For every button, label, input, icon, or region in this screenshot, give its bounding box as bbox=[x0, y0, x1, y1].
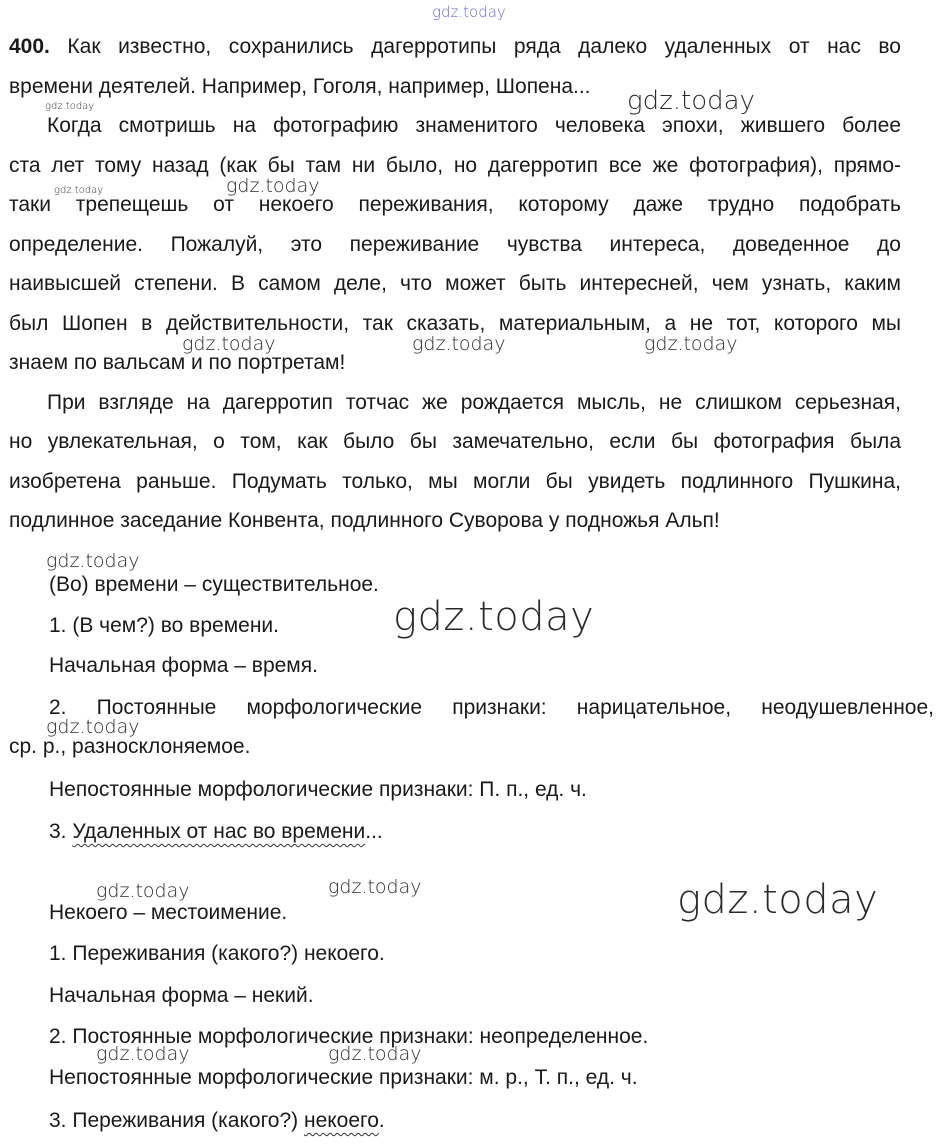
watermark: gdz.today bbox=[46, 716, 140, 738]
exercise-line: но увлекательная, о том, как было бы замечательно, если бы фотография была bbox=[9, 430, 901, 453]
exercise-line: изобретена раньше. Подумать только, мы могли бы увидеть подлинного Пушкина, bbox=[9, 470, 901, 493]
analysis-item: 1. Переживания (какого?) некоего. bbox=[49, 942, 385, 965]
watermark: gdz.today bbox=[45, 101, 95, 112]
exercise-line: При взгляде на дагерротип тотчас же рождается мысль, не слишком серьезная, bbox=[47, 391, 901, 414]
analysis-item: 1. (В чем?) во времени. bbox=[49, 614, 279, 637]
exercise-line: таки трепещешь от некоего переживания, которому даже трудно подобрать bbox=[9, 193, 901, 216]
analysis-item: 3. Переживания (какого?) некоего. bbox=[49, 1109, 385, 1132]
analysis-item: 2. Постоянные морфологические признаки: неопределенное. bbox=[49, 1025, 649, 1048]
analysis-item: ср. р., разносклоняемое. bbox=[9, 735, 251, 758]
exercise-line: ста лет тому назад (как бы там ни было, но дагерротип все же фотография), прямо- bbox=[9, 154, 901, 177]
watermark: gdz.today bbox=[54, 185, 104, 196]
exercise-line: наивысшей степени. В самом деле, что может быть интересней, чем узнать, каким bbox=[9, 272, 901, 295]
exercise-line: 400. Как известно, сохранились дагерротипы ряда далеко удаленных от нас во bbox=[9, 35, 901, 58]
analysis-variable: Непостоянные морфологические признаки: П. п., ед. ч. bbox=[49, 778, 587, 801]
watermark: gdz.today bbox=[627, 86, 755, 116]
watermark: gdz.today bbox=[644, 333, 738, 355]
analysis-item: 3. Удаленных от нас во времени... bbox=[49, 820, 383, 843]
analysis-initial-form: Начальная форма – некий. bbox=[49, 984, 314, 1007]
exercise-line: Когда смотришь на фотографию знаменитого человека эпохи, жившего более bbox=[47, 114, 901, 137]
exercise-line: знаем по вальсам и по портретам! bbox=[9, 351, 346, 374]
watermark: gdz.today bbox=[677, 877, 879, 923]
watermark: gdz.today bbox=[96, 1043, 190, 1065]
analysis-heading: Некоего – местоимение. bbox=[49, 901, 288, 924]
watermark: gdz.today bbox=[432, 3, 506, 21]
exercise-number: 400. bbox=[9, 35, 50, 58]
watermark: gdz.today bbox=[328, 876, 422, 898]
watermark: gdz.today bbox=[96, 880, 190, 902]
wavy-underlined-phrase: некоего bbox=[303, 1109, 379, 1132]
analysis-item: 2. Постоянные морфологические признаки: нарицательное, неодушевленное, bbox=[49, 696, 934, 719]
analysis-variable: Непостоянные морфологические признаки: м. р., Т. п., ед. ч. bbox=[49, 1066, 638, 1089]
analysis-initial-form: Начальная форма – время. bbox=[49, 654, 318, 677]
exercise-line: определение. Пожалуй, это переживание чувства интереса, доведенное до bbox=[9, 233, 901, 256]
exercise-line: подлинное заседание Конвента, подлинного Суворова у подножья Альп! bbox=[9, 509, 720, 532]
watermark: gdz.today bbox=[412, 333, 506, 355]
watermark: gdz.today bbox=[393, 594, 595, 640]
watermark: gdz.today bbox=[182, 333, 276, 355]
wavy-underlined-phrase: Удаленных от нас во времени bbox=[72, 820, 366, 843]
watermark: gdz.today bbox=[46, 550, 140, 572]
exercise-line: был Шопен в действительности, так сказать, материальным, а не тот, которого мы bbox=[9, 312, 901, 335]
analysis-heading: (Во) времени – существительное. bbox=[49, 573, 379, 596]
watermark: gdz.today bbox=[328, 1043, 422, 1065]
watermark: gdz.today bbox=[226, 175, 320, 197]
exercise-line: времени деятелей. Например, Гоголя, например, Шопена... bbox=[9, 75, 591, 98]
